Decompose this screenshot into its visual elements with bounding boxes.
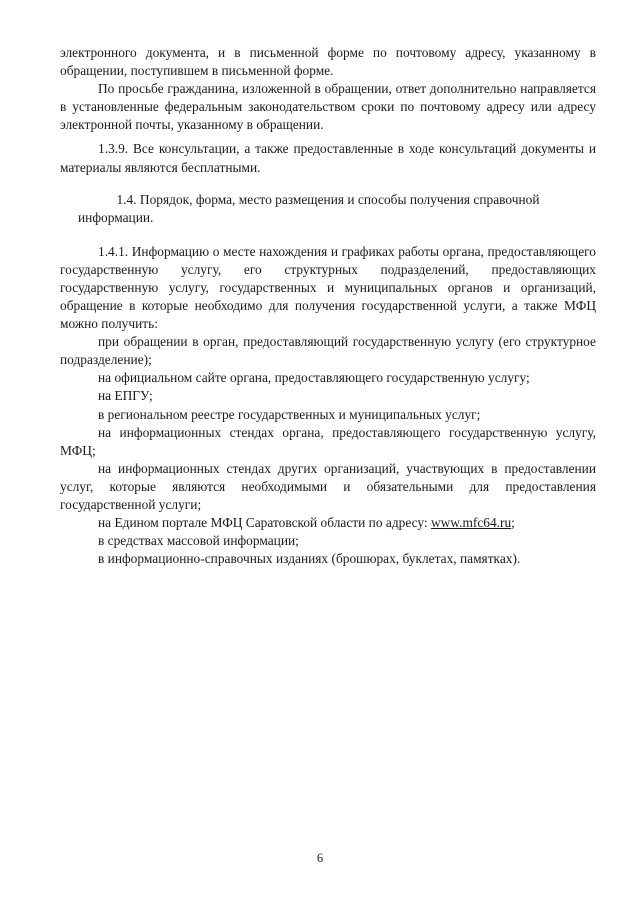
list-item: на официальном сайте органа, предоставляющего государственную услугу; xyxy=(98,370,530,386)
paragraph-1-3-9: 1.3.9. Все консультации, а также предоставленные в ходе консультаций документы и материалы являются бесплатными. xyxy=(60,141,596,175)
paragraph-1-4-1: 1.4.1. Информацию о месте нахождения и графиках работы органа, предоставляющего государственную услугу, его структурных подразделений, предоставляющих государственную услугу, государственных и муниципальных органов и организаций, обращение в которые необходимо для получения государственной услуги, а также МФЦ можно получить: xyxy=(60,243,596,332)
page-number: 6 xyxy=(316,851,324,865)
list-item: в информационно-справочных изданиях (брошюрах, буклетах, памятках). xyxy=(98,551,521,567)
mfc64-link[interactable]: www.mfc64.ru xyxy=(430,515,512,531)
list-item: на информационных стендах органа, предоставляющего государственную услугу, МФЦ; xyxy=(60,424,596,458)
list-item: на ЕПГУ; xyxy=(98,388,153,404)
paragraph-continuation: электронного документа, и в письменной форме по почтовому адресу, указанному в обращении, поступившем в письменной форме. xyxy=(60,45,596,79)
portal-item-suffix: ; xyxy=(511,515,515,531)
paragraph-request-response: По просьбе гражданина, изложенной в обращении, ответ дополнительно направляется в установленные федеральным законодательством сроки по почтовому адресу или адресу электронной почты, указанному в обращении. xyxy=(60,81,596,133)
portal-item-text: на Едином портале МФЦ Саратовской области по адресу: xyxy=(98,515,431,531)
document-page xyxy=(60,44,596,568)
list-item: на информационных стендах других организаций, участвующих в предоставлении услуг, которые являются необходимыми и обязательными для предоставления государственной услуги; xyxy=(60,460,596,512)
list-item: при обращении в орган, предоставляющий государственную услугу (его структурное подразделение); xyxy=(60,334,596,368)
list-item-portal xyxy=(60,514,596,532)
section-heading-1-4: 1.4. Порядок, форма, место размещения и способы получения справочной информации. xyxy=(78,191,540,226)
list-item: в региональном реестре государственных и муниципальных услуг; xyxy=(98,406,481,422)
list-item: в средствах массовой информации; xyxy=(98,533,299,549)
